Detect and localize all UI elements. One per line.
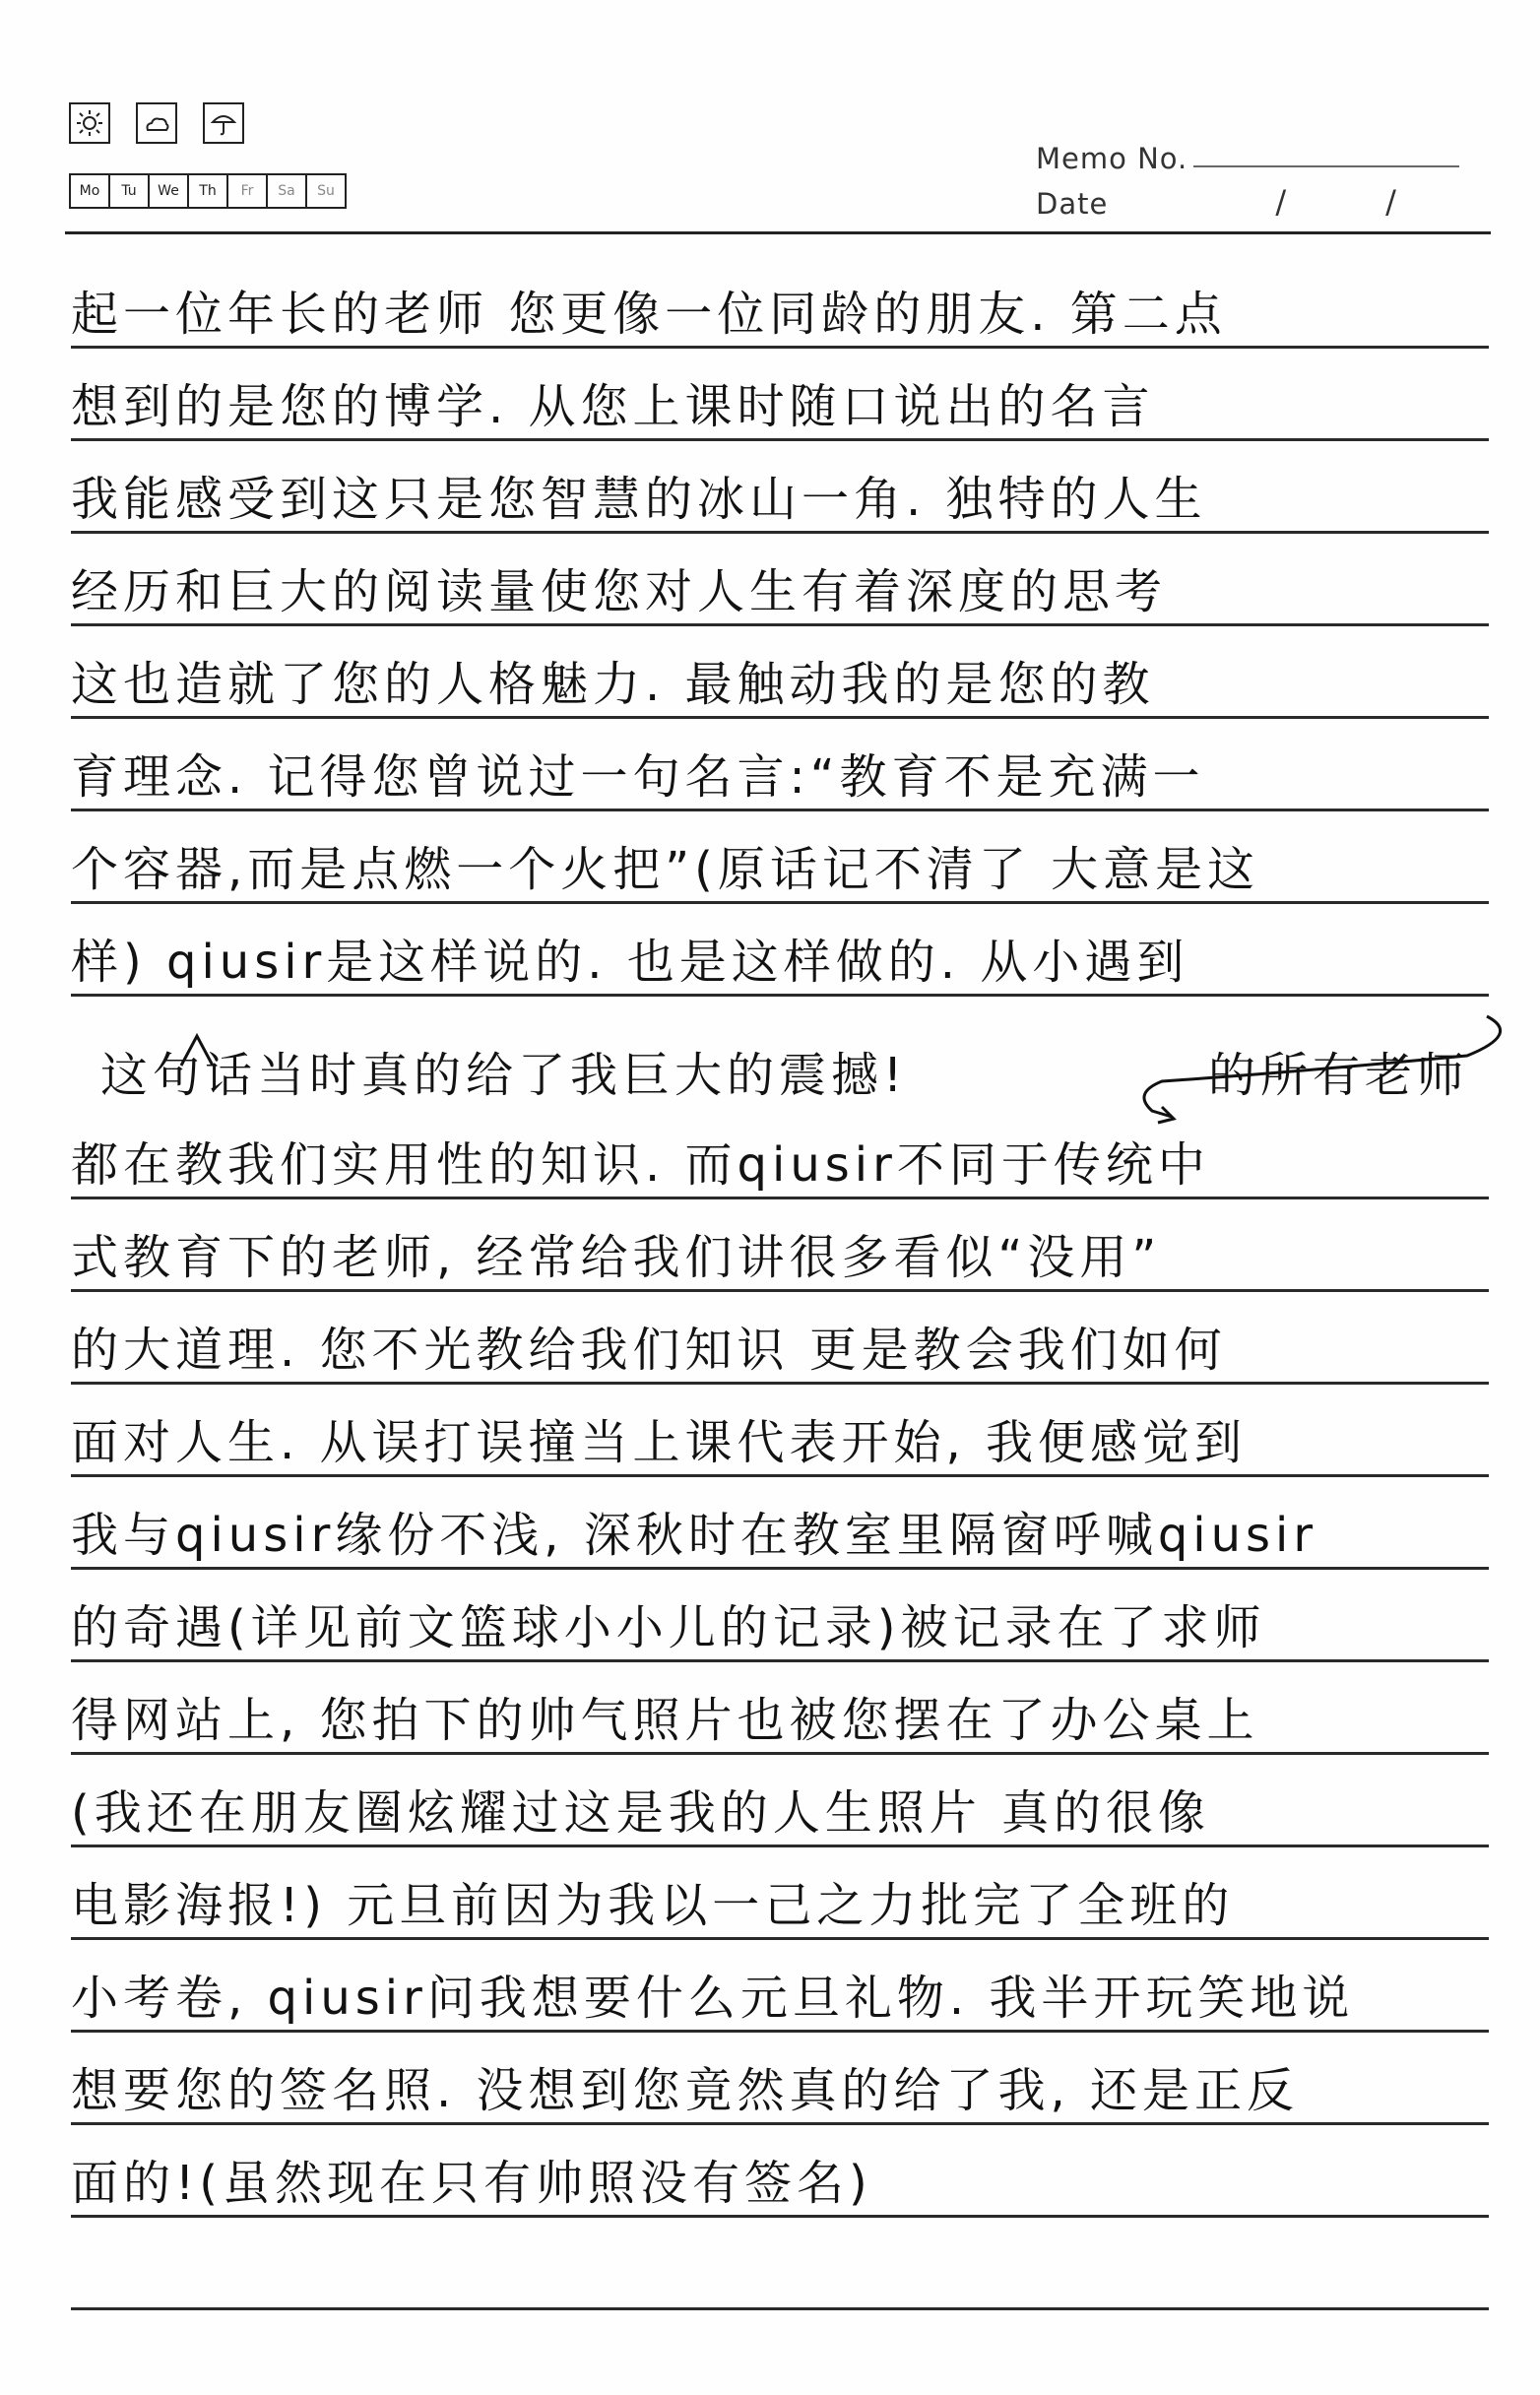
line-text: 育理念. 记得您曾说过一句名言:“教育不是充满一 [71,749,1205,805]
line-text: 都在教我们实用性的知识. 而qiusir不同于传统中 [71,1137,1210,1193]
memo-label: Memo No. [1036,142,1188,175]
line-text: 面的!(虽然现在只有帅照没有签名) [71,2156,872,2211]
insertion-text: 这句话当时真的给了我巨大的震撼! [100,1048,908,1103]
insertion-caret [181,1036,213,1066]
line-text: 的大道理. 您不光教给我们知识 更是教会我们如何 [71,1323,1227,1378]
date-separator: / [1385,183,1397,221]
weekday-box: Th [187,173,228,209]
line-text: 样) qiusir是这样说的. 也是这样做的. 从小遇到 [71,935,1189,990]
line-text: 面对人生. 从误打误撞当上课代表开始, 我便感觉到 [71,1415,1248,1470]
line-text: 的奇遇(详见前文篮球小小儿的记录)被记录在了求师 [71,1600,1266,1655]
line-text: 这也造就了您的人格魅力. 最触动我的是您的教 [71,657,1155,712]
line-text: 小考卷, qiusir问我想要什么元旦礼物. 我半开玩笑地说 [71,1971,1355,2026]
line-text: 得网站上, 您拍下的帅气照片也被您摆在了办公桌上 [71,1693,1259,1748]
weekday-box: Sa [266,173,307,209]
continuation-arrow [1144,1016,1501,1117]
weekday-box: Mo [69,173,110,209]
line-text: 电影海报!) 元旦前因为我以一己之力批完了全班的 [71,1878,1235,1933]
line-text: 我与qiusir缘份不浅, 深秋时在教室里隔窗呼喊qiusir [71,1508,1318,1563]
line-text: 起一位年长的老师 您更像一位同龄的朋友. 第二点 [71,287,1227,342]
weekday-box: We [148,173,189,209]
weekday-box: Su [305,173,347,209]
line-text: 式教育下的老师, 经常给我们讲很多看似“没用” [71,1230,1162,1285]
line-text: 我能感受到这只是您智慧的冰山一角. 独特的人生 [71,472,1207,527]
line-text: 经历和巨大的阅读量使您对人生有着深度的思考 [71,564,1168,619]
date-label: Date [1036,187,1109,221]
line-text: 个容器,而是点燃一个火把”(原话记不清了 大意是这 [71,842,1260,897]
date-separator: / [1275,183,1288,221]
line-text: (我还在朋友圈炫耀过这是我的人生照片 真的很像 [71,1785,1210,1841]
line-text: 想要您的签名照. 没想到您竟然真的给了我, 还是正反 [71,2063,1300,2118]
weekday-box: Tu [108,173,150,209]
line-text: 想到的是您的博学. 从您上课时随口说出的名言 [71,379,1155,434]
insertion-continuation: 的所有老师 [1207,1048,1469,1103]
weekday-box: Fr [226,173,268,209]
